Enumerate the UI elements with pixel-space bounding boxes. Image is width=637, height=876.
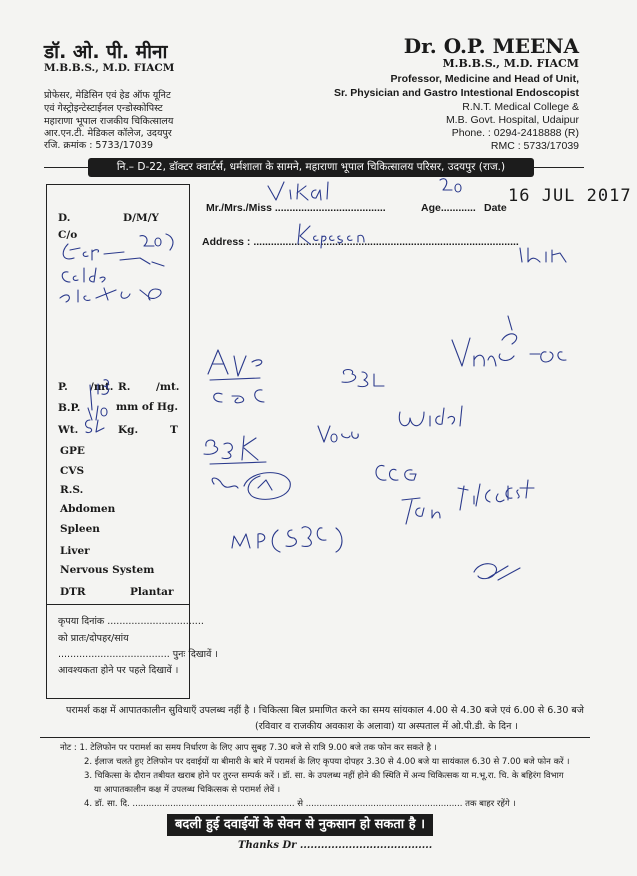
patient-address-label: Address : ........................................................................................... xyxy=(202,236,519,248)
followup-line: को प्रातः/दोपहर/सांय xyxy=(58,633,129,644)
footer-notice-line: (रविवार व राजकीय अवकाश के अलावा) या अस्पताल में ओ.पी.डी. के दिन । xyxy=(255,721,518,732)
exam-item: Liver xyxy=(60,545,90,557)
bp-label: B.P. xyxy=(58,402,81,414)
duration-label: D. xyxy=(58,212,71,224)
exam-item: Abdomen xyxy=(60,503,116,515)
doctor-name-hindi: डॉ. ओ. पी. मीना xyxy=(44,41,168,63)
footer-notice-line: परामर्श कक्ष में आपातकालीन सुविधाएँ उपलब्ध नहीं है । चिकित्सा बिल प्रमाणित करने का समय सांयकाल 4.00 से 4.30 बजे एवं 6.00 से 6.30 बजे xyxy=(66,705,584,716)
hindi-designation-line: महाराणा भूपाल राजकीय चिकित्सालय xyxy=(44,116,174,127)
pulse-unit: /mt. xyxy=(90,381,114,393)
followup-line: आवश्यकता होने पर पहले दिखावें । xyxy=(58,665,179,676)
followup-line: कृपया दिनांक ................................ xyxy=(58,616,204,627)
duration-unit-label: D/M/Y xyxy=(123,212,159,224)
pulse-label: P. xyxy=(58,381,68,393)
temperature-label: T xyxy=(170,424,178,436)
hindi-registration-number: रजि. क्रमांक : 5733/17039 xyxy=(44,140,154,151)
date-label: Date xyxy=(484,202,507,214)
doctor-degree-english: M.B.B.S., M.D. FIACM xyxy=(442,57,579,70)
followup-line: ..................................... पुनः दिखावें । xyxy=(58,649,218,660)
respiration-label: R. xyxy=(118,381,131,393)
note-line: या आपातकालीन कक्ष में उपलब्ध चिकित्सक से परामर्श लेवें । xyxy=(94,785,281,795)
note-line: नोट : 1. टेलिफोन पर परामर्श का समय निर्धारण के लिए आप सुबह 7.30 बजे से रात्रि 9.00 बजे तक फोन कर सकते है । xyxy=(60,743,437,753)
note-line: 3. चिकित्सा के दौरान तबीयत खराब होने पर तुरन्त सम्पर्क करें । डॉ. सा. के उपलब्ध नहीं होने की स्थिति में अन्य चिकित्सक या म.भू.रा. चि. के बहिरंग विभाग xyxy=(84,771,564,781)
respiration-unit: /mt. xyxy=(156,381,180,393)
note-line: 4. डॉ. सा. दि. ............................................................ से .......................................................... तक बाहर रहेंगे । xyxy=(84,799,516,809)
date-stamp: 16 JUL 2017 xyxy=(508,186,632,206)
hindi-designation-line: प्रोफेसर, मेडिसिन एवं हेड ऑफ यूनिट xyxy=(44,90,171,101)
exam-item: CVS xyxy=(60,465,85,477)
complaint-of-label: C/o xyxy=(58,229,78,241)
exam-item: GPE xyxy=(60,445,85,457)
patient-name-label: Mr./Mrs./Miss ...................................... xyxy=(206,202,386,214)
exam-item: R.S. xyxy=(60,484,84,496)
exam-item: Spleen xyxy=(60,523,100,535)
doctor-name-english: Dr. O.P. MEENA xyxy=(403,34,579,58)
weight-label: Wt. xyxy=(58,424,79,436)
hospital-line: M.B. Govt. Hospital, Udaipur xyxy=(445,114,579,126)
dtr-label: DTR xyxy=(60,586,86,598)
designation-line: Professor, Medicine and Head of Unit, xyxy=(390,73,579,85)
note-line: 2. ईलाज चलते हुए टेलिफोन पर दवाईयों या बीमारी के बारे में परामर्श के लिए कृपया दोपहर 3.30 से 4.00 बजे या सायंकाल 6.30 से 7.00 बजे फोन करें । xyxy=(84,757,570,767)
rmc-line: RMC : 5733/17039 xyxy=(490,140,579,152)
hindi-designation-line: एवं गेस्ट्रोइन्टेस्टाईनल एन्डोस्कोपिस्ट xyxy=(44,103,163,114)
college-line: R.N.T. Medical College & xyxy=(462,101,579,113)
bp-unit: mm of Hg. xyxy=(116,401,178,413)
weight-unit: Kg. xyxy=(118,424,139,436)
designation-line: Sr. Physician and Gastro Intestional Endoscopist xyxy=(333,87,579,99)
doctor-degree-hindi-side: M.B.B.S., M.D. FIACM xyxy=(44,62,175,74)
plantar-label: Plantar xyxy=(130,586,174,598)
patient-age-label: Age............ xyxy=(421,202,476,214)
exam-item: Nervous System xyxy=(60,564,155,576)
hindi-designation-line: आर.एन.टी. मेडिकल कॉलेज, उदयपुर xyxy=(44,128,172,139)
thanks-line: Thanks Dr ...................................... xyxy=(238,840,433,851)
warning-banner: बदली हुई दवाईयों के सेवन से नुकसान हो सकता है । xyxy=(167,814,433,836)
clinic-address-bar: नि.– D-22, डॉक्टर क्वार्टर्स, धर्मशाला के सामने, महाराणा भूपाल चिकित्सालय परिसर, उदयपुर (राज.) xyxy=(88,158,534,177)
phone-line: Phone. : 0294-2418888 (R) xyxy=(451,127,579,139)
